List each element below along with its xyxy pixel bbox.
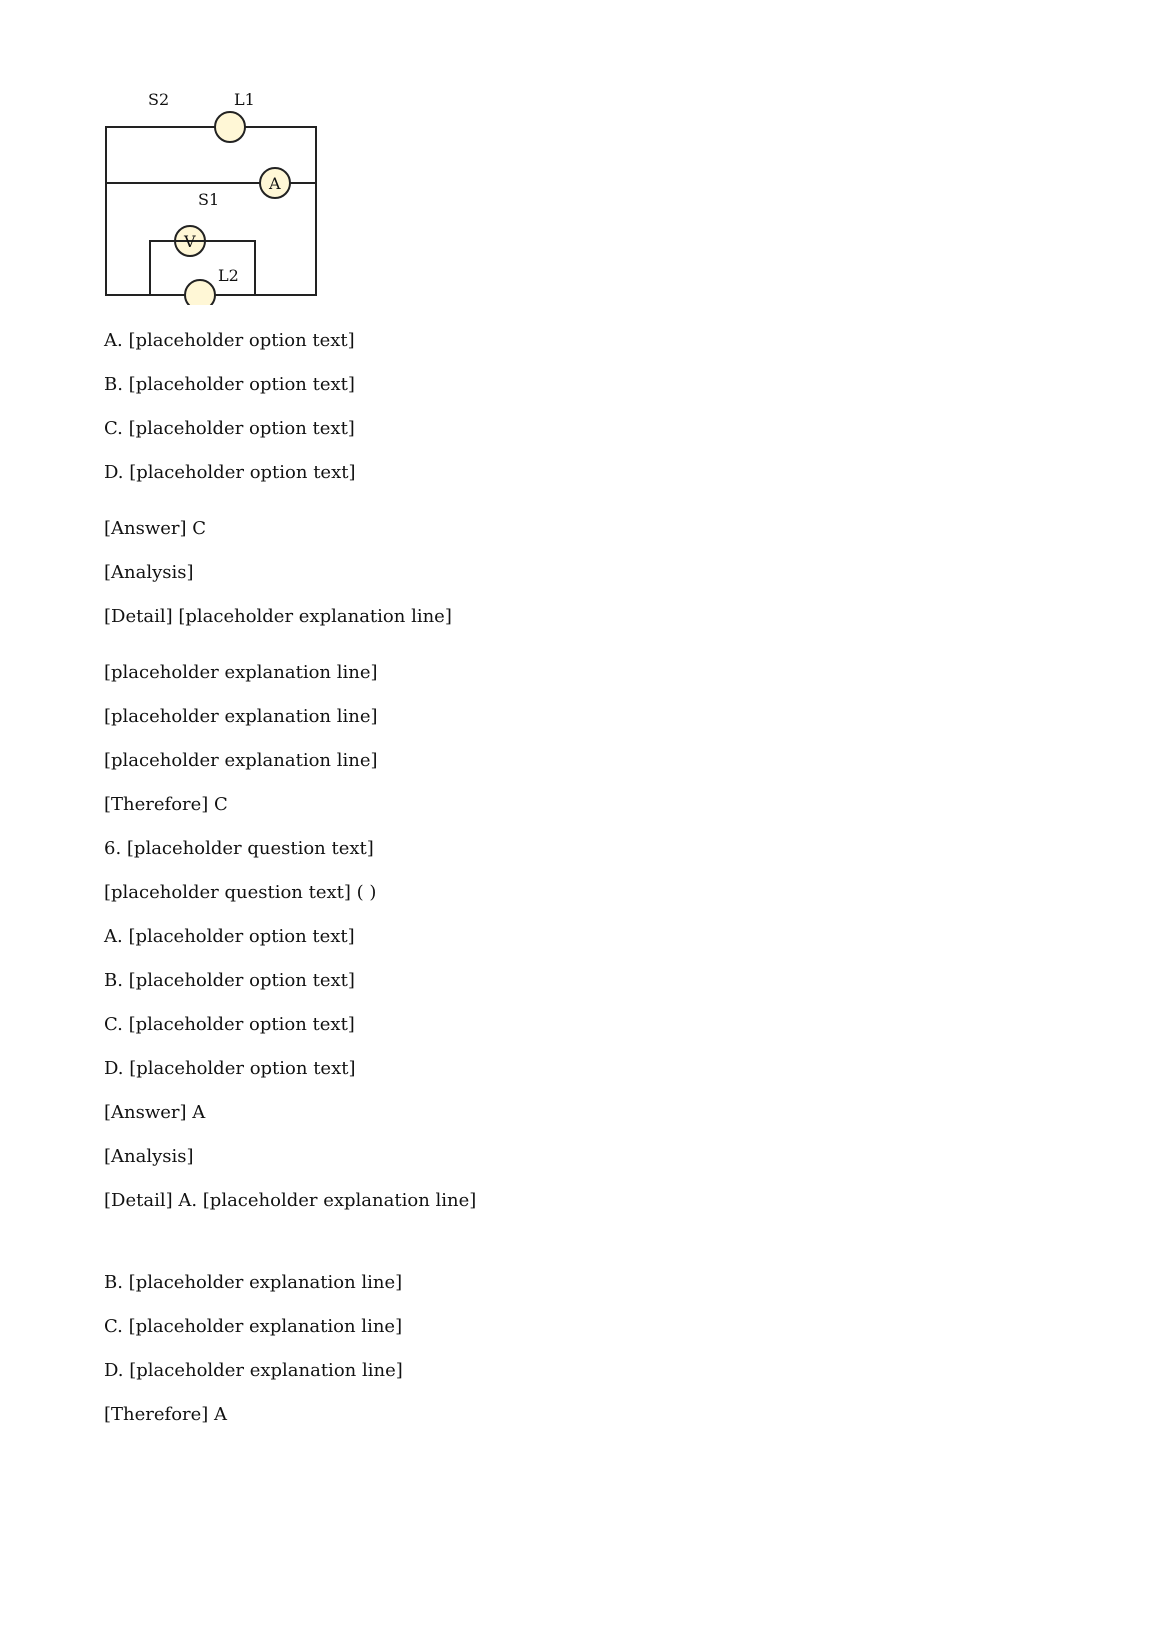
text-line: [Analysis] [104, 562, 194, 583]
text-line: A. [placeholder option text] [104, 926, 355, 947]
text-line: [Therefore] C [104, 794, 228, 815]
circuit-label: L2 [218, 266, 239, 285]
text-line: D. [placeholder option text] [104, 462, 356, 483]
text-line: [Detail] A. [placeholder explanation line] [104, 1190, 477, 1211]
text-line: [Analysis] [104, 1146, 194, 1167]
text-line: D. [placeholder explanation line] [104, 1360, 403, 1381]
text-line: [placeholder explanation line] [104, 706, 378, 727]
text-line: B. [placeholder option text] [104, 374, 355, 395]
text-line: C. [placeholder option text] [104, 418, 355, 439]
circuit-label: A [269, 174, 281, 193]
text-line: C. [placeholder option text] [104, 1014, 355, 1035]
circuit-label: S1 [198, 190, 220, 209]
circuit-label: S2 [148, 90, 170, 109]
text-line: C. [placeholder explanation line] [104, 1316, 403, 1337]
text-line: [placeholder explanation line] [104, 750, 378, 771]
text-line: [Answer] A [104, 1102, 206, 1123]
circuit-label: L1 [234, 90, 255, 109]
circuit-diagram [100, 85, 330, 305]
text-line: B. [placeholder option text] [104, 970, 355, 991]
text-line: [Answer] C [104, 518, 207, 539]
text-line: [Detail] [placeholder explanation line] [104, 606, 452, 627]
text-line: [placeholder question text] ( ) [104, 882, 377, 903]
text-line: [placeholder explanation line] [104, 662, 378, 683]
text-line: 6. [placeholder question text] [104, 838, 374, 859]
text-line: A. [placeholder option text] [104, 330, 355, 351]
text-line: D. [placeholder option text] [104, 1058, 356, 1079]
text-line: B. [placeholder explanation line] [104, 1272, 403, 1293]
text-line: [Therefore] A [104, 1404, 228, 1425]
circuit-label: V [184, 232, 196, 251]
